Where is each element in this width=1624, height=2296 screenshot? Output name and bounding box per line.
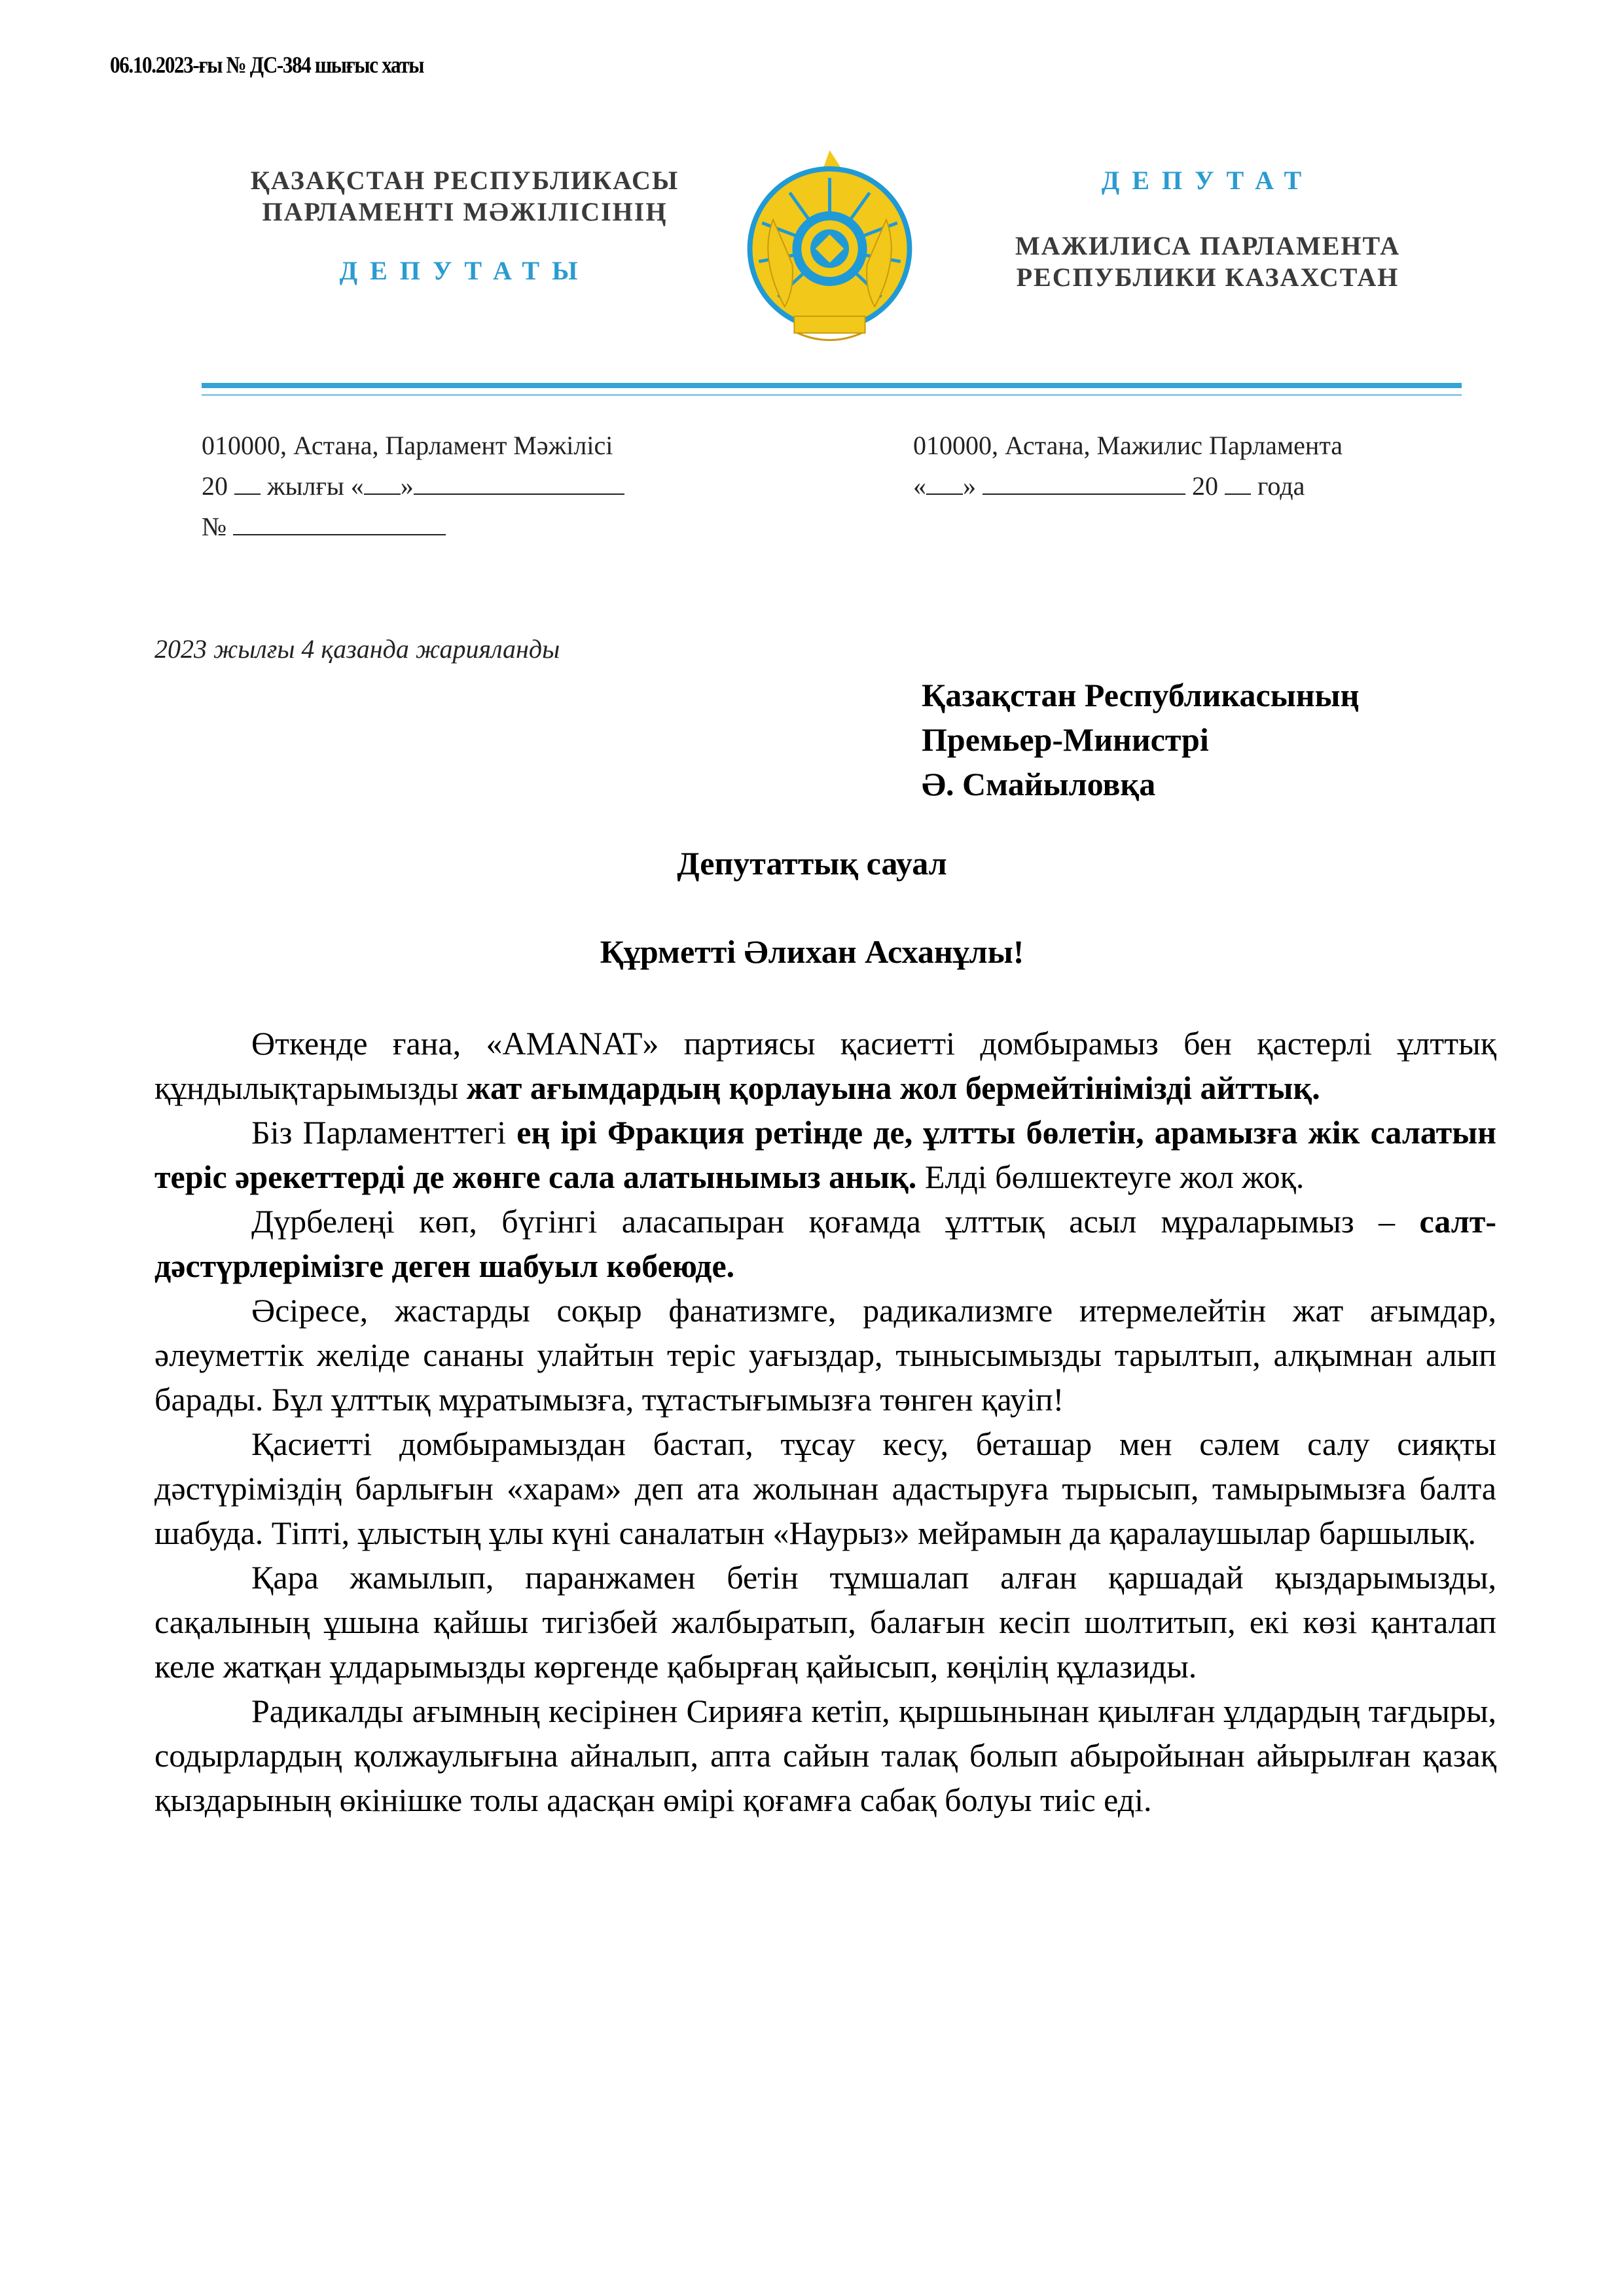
quote-close: »: [400, 471, 414, 501]
year-prefix: 20: [1192, 471, 1218, 501]
document-title: Депутаттық сауал: [677, 845, 947, 882]
letterhead-kazakh-title: ДЕПУТАТЫ: [339, 256, 590, 285]
state-emblem-icon: [733, 141, 926, 350]
number-blank: [233, 512, 446, 535]
letterhead-kazakh-line2: ПАРЛАМЕНТІ МӘЖІЛІСІНІҢ: [262, 197, 668, 226]
year-suffix: года: [1257, 471, 1305, 501]
letterhead-divider-thin: [202, 394, 1462, 396]
quote-open: «: [913, 471, 926, 501]
year-blank: [1225, 471, 1251, 495]
addressee-line3: Ә. Смайыловқа: [922, 766, 1156, 802]
number-sign: №: [202, 512, 227, 541]
letterhead-kazakh-line1: ҚАЗАҚСТАН РЕСПУБЛИКАСЫ: [250, 166, 679, 195]
year-prefix: 20: [202, 471, 228, 501]
number-line-kazakh: [202, 507, 624, 547]
year-blank: [234, 471, 261, 495]
addressee-line2: Премьер-Министрі: [922, 721, 1209, 758]
addressee-line1: Қазақстан Республикасының: [922, 677, 1360, 713]
quote-close: »: [963, 471, 976, 501]
address-kazakh-line: 010000, Астана, Парламент Мәжілісі: [202, 431, 613, 460]
outgoing-reference: 06.10.2023-ғы № ДС-384 шығыс хаты: [110, 52, 424, 78]
emphasis: салт-дәстүрлерімізге деген шабуыл көбеюде.: [154, 1203, 1496, 1284]
year-suffix: жылғы «: [267, 471, 364, 501]
date-line-kazakh: [202, 466, 624, 507]
published-note: 2023 жылғы 4 қазанда жарияланды: [154, 634, 560, 664]
month-blank: [983, 471, 1185, 495]
address-block-russian: [913, 425, 1343, 507]
day-blank: [364, 471, 401, 495]
address-block-kazakh: [202, 425, 624, 547]
emphasis: ең ірі Фракция ретінде де, ұлтты бөлетін, арамызға жік салатын теріс әрекеттерді де жөнге сала алатынымыз анық.: [154, 1114, 1496, 1195]
paragraph-4: Әсіресе, жастарды соқыр фанатизмге, радикализмге итермелейтін жат ағымдар, әлеуметтік желіде сананы улайтын теріс уағыздар, тынысымызды тарылтып, алқымнан алып барады. Бұл ұлттық мұратымызға, тұтастығымызға төнген қауіп!: [154, 1292, 1496, 1418]
paragraph-3: Дүрбелеңі көп, бүгінгі аласапыран қоғамда ұлттық асыл мұраларымыз – салт-дәстүрлерімізге деген шабуыл көбеюде.: [154, 1203, 1496, 1284]
date-line-russian: [913, 466, 1343, 507]
paragraph-2: Біз Парламенттегі ең ірі Фракция ретінде де, ұлтты бөлетін, арамызға жік салатын теріс әрекеттерді де жөнге сала алатынымыз анық. Елді бөлшектеуге жол жоқ.: [154, 1114, 1496, 1195]
letterhead-russian-title: ДЕПУТАТ: [1101, 166, 1314, 195]
letterhead-russian-line1: МАЖИЛИСА ПАРЛАМЕНТА: [1015, 231, 1401, 260]
letterhead-kazakh: [242, 165, 687, 287]
paragraph-7: Радикалды ағымның кесірінен Сирияға кетіп, қыршынынан қиылған ұлдардың тағдыры, содырлардың қолжаулығына айналып, апта сайын талақ болып абыройынан айырылған қазақ қыздарының өкінішке толы адасқан өмірі қоғамға сабақ болуы тиіс еді.: [154, 1693, 1496, 1818]
letterhead-russian: [992, 165, 1424, 293]
day-blank: [926, 471, 963, 495]
emphasis: жат ағымдардың қорлауына жол бермейтінімізді айттық.: [466, 1069, 1320, 1106]
letterhead-divider: [202, 383, 1462, 388]
addressee-block: [922, 673, 1359, 806]
month-blank: [414, 471, 624, 495]
salutation: Құрметті Әлихан Асханұлы!: [600, 933, 1024, 970]
address-russian-line: 010000, Астана, Мажилис Парламента: [913, 431, 1343, 460]
paragraph-6: Қара жамылып, паранжамен бетін тұмшалап алған қаршадай қыздарымызды, сақалының ұшына қайшы тигізбей жалбыратып, балағын кесіп шолтитып, екі көзі қанталап келе жатқан ұлдарымызды көргенде қабырғаң қайысып, көңілің құлазиды.: [154, 1559, 1496, 1685]
paragraph-1: Өткенде ғана, «AMANAT» партиясы қасиетті домбырамыз бен қастерлі ұлттық құндылықтарымызды жат ағымдардың қорлауына жол бермейтінімізді айттық.: [154, 1025, 1496, 1106]
letterhead-russian-line2: РЕСПУБЛИКИ КАЗАХСТАН: [1016, 262, 1399, 292]
letter-body: [154, 1021, 1496, 1822]
paragraph-5: Қасиетті домбырамыздан бастап, тұсау кесу, беташар мен сәлем салу сияқты дәстүріміздің барлығын «харам» деп ата жолынан адастыруға тырысып, тамырымызға балта шабуда. Тіпті, ұлыстың ұлы күні саналатын «Наурыз» мейрамын да қаралаушылар баршылық.: [154, 1426, 1496, 1551]
